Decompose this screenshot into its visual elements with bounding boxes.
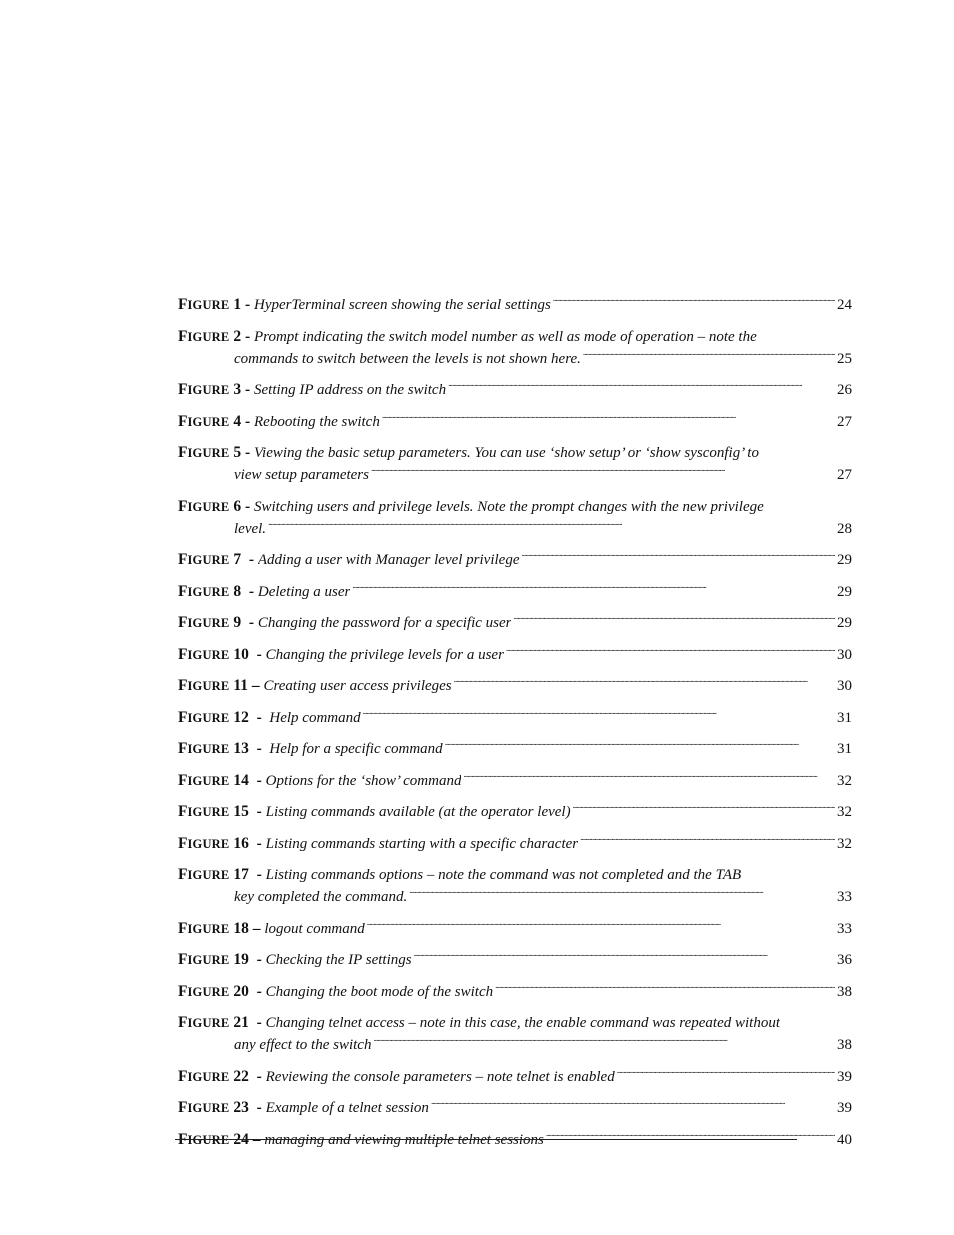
- figure-entry-line: [178, 294, 852, 316]
- figure-number: 16: [233, 834, 249, 852]
- figure-caption: managing and viewing multiple telnet sessions: [264, 1131, 544, 1148]
- page-number: 39: [837, 1100, 852, 1116]
- page-number: 30: [837, 678, 852, 694]
- figure-entry[interactable]: [178, 981, 852, 1003]
- figure-caption: Example of a telnet session: [265, 1100, 429, 1116]
- figure-separator: -: [252, 803, 262, 820]
- figure-label-rest: IGURE: [187, 742, 230, 756]
- page-number: 40: [837, 1131, 852, 1148]
- figure-caption: Changing the password for a specific user: [257, 615, 512, 631]
- figure-number: 12: [233, 708, 249, 726]
- page-number: 25: [837, 350, 852, 367]
- figure-label-rest: IGURE: [187, 329, 230, 344]
- page-number: 24: [837, 297, 852, 313]
- figure-number: 1: [233, 296, 242, 313]
- figure-entry-line: [178, 918, 852, 940]
- figure-separator: -: [244, 551, 254, 568]
- footer-rule: [175, 1139, 797, 1140]
- figure-label-initial: F: [178, 834, 188, 852]
- figure-label-initial: F: [178, 982, 188, 1000]
- figure-label-initial: F: [178, 551, 188, 568]
- figure-label-initial: F: [178, 951, 188, 968]
- page-number: 36: [837, 952, 852, 968]
- figure-entry-line: [178, 496, 852, 518]
- figure-caption: Changing the privilege levels for a user: [265, 646, 504, 663]
- figure-entry-line: [178, 801, 852, 823]
- figure-entry-continuation: [178, 518, 852, 540]
- figure-number: 17: [233, 866, 249, 883]
- figure-separator: -: [244, 327, 251, 345]
- figure-label: [178, 294, 254, 316]
- figure-entry-line: [178, 379, 852, 401]
- figure-entry-line: [178, 949, 852, 971]
- figure-label: [178, 675, 263, 697]
- figure-label-rest: IGURE: [187, 499, 230, 514]
- figure-entry-line: [178, 675, 852, 697]
- figure-entry[interactable]: [178, 801, 852, 823]
- figure-label-initial: F: [178, 582, 188, 600]
- figure-separator: -: [244, 614, 254, 631]
- page-number: 31: [837, 741, 852, 757]
- figure-separator: -: [252, 1099, 262, 1116]
- figure-label-initial: F: [178, 412, 188, 430]
- figure-caption: level.: [234, 520, 267, 537]
- figure-caption: Prompt indicating the switch model number as well as mode of operation – note the: [254, 328, 757, 345]
- figure-label-rest: IGURE: [187, 383, 230, 397]
- figure-number: 15: [233, 803, 249, 820]
- dot-leader: [373, 1034, 835, 1049]
- figure-number: 19: [233, 951, 249, 968]
- figure-entry-line: [178, 1097, 852, 1119]
- page-number: 28: [837, 520, 852, 537]
- figure-separator: -: [252, 982, 262, 1000]
- figure-caption: Switching users and privilege levels. Note the prompt changes with the new privilege: [254, 498, 764, 515]
- figure-label: [178, 411, 254, 433]
- figure-caption: HyperTerminal screen showing the serial settings: [254, 297, 551, 313]
- figure-number: 4: [233, 412, 242, 430]
- figure-number: 8: [233, 582, 242, 600]
- figure-label-rest: IGURE: [187, 616, 230, 630]
- figure-entry-line: [178, 549, 852, 571]
- figure-entry[interactable]: [178, 1066, 852, 1088]
- figure-entry-line: [178, 411, 852, 433]
- figure-entry[interactable]: [178, 1012, 852, 1056]
- figure-caption: Adding a user with Manager level privilege: [257, 552, 520, 568]
- figure-label: [178, 707, 266, 729]
- page-number: 29: [837, 552, 852, 568]
- figure-number: 22: [233, 1067, 249, 1085]
- figure-separator: -: [252, 740, 262, 757]
- dot-leader: [445, 738, 835, 753]
- figure-label: [178, 1066, 266, 1088]
- figure-label: [178, 1097, 266, 1119]
- figure-label-rest: IGURE: [187, 679, 230, 693]
- page-number: 32: [837, 804, 852, 820]
- figure-label-rest: IGURE: [187, 647, 230, 662]
- figure-separator: -: [252, 645, 262, 663]
- figure-entry-continuation: [178, 1034, 852, 1056]
- dot-leader: [414, 949, 835, 964]
- figure-label: [178, 738, 266, 760]
- figure-number: 14: [233, 771, 249, 789]
- page-number: 39: [837, 1068, 852, 1085]
- figure-number: 11: [233, 677, 248, 694]
- page-number: 32: [837, 772, 852, 789]
- figure-number: 18: [233, 919, 249, 937]
- figure-number: 5: [233, 444, 242, 461]
- figure-label: [178, 644, 266, 666]
- figure-label-initial: F: [178, 497, 188, 515]
- figure-caption: Setting IP address on the switch: [254, 382, 447, 398]
- figure-entry-line: [178, 1066, 852, 1088]
- figure-caption: Deleting a user: [257, 583, 351, 600]
- dot-leader: [352, 581, 835, 596]
- figure-separator: -: [252, 951, 262, 968]
- figure-label-initial: F: [178, 677, 188, 694]
- figure-caption: Checking the IP settings: [265, 952, 412, 968]
- dot-leader: [522, 549, 836, 564]
- figure-entry[interactable]: [178, 707, 852, 729]
- figure-label-rest: IGURE: [187, 836, 230, 851]
- figure-number: 2: [233, 327, 242, 345]
- figure-label-initial: F: [178, 866, 188, 883]
- figure-caption: Listing commands available (at the operator level): [265, 804, 571, 820]
- dot-leader: [371, 464, 835, 479]
- figure-entry[interactable]: [178, 612, 852, 634]
- figure-number: 23: [233, 1099, 249, 1116]
- figure-entry[interactable]: [178, 379, 852, 401]
- figure-entry-line: [178, 581, 852, 603]
- figure-caption: Help for a specific command: [265, 741, 443, 757]
- figure-entry[interactable]: [178, 864, 852, 908]
- figure-label: [178, 326, 254, 348]
- dot-leader: [454, 675, 835, 690]
- figure-entry[interactable]: [178, 549, 852, 571]
- figure-caption: Viewing the basic setup parameters. You can use ‘show setup’ or ‘show sysconfig’ to: [254, 445, 759, 461]
- figure-label-rest: IGURE: [187, 1101, 230, 1115]
- figure-label-initial: F: [178, 1099, 188, 1116]
- figure-separator: -: [244, 582, 254, 600]
- figure-entry[interactable]: [178, 738, 852, 760]
- figure-separator: -: [244, 497, 251, 515]
- figure-entry-continuation: [178, 464, 852, 486]
- figure-number: 3: [233, 381, 242, 398]
- figure-label-rest: IGURE: [187, 984, 230, 999]
- figure-separator: -: [244, 444, 251, 461]
- figure-separator: -: [252, 834, 262, 852]
- figure-caption: Help command: [265, 709, 361, 726]
- dot-leader: [431, 1097, 835, 1112]
- figure-entry-line: [178, 738, 852, 760]
- figure-entry[interactable]: [178, 581, 852, 603]
- figure-entry[interactable]: [178, 918, 852, 940]
- figure-label-rest: IGURE: [187, 1132, 230, 1147]
- figure-caption: view setup parameters: [234, 467, 369, 483]
- figure-entry-continuation: [178, 348, 852, 370]
- figure-label-initial: F: [178, 327, 188, 345]
- figure-label-rest: IGURE: [187, 553, 230, 567]
- figure-label: [178, 833, 266, 855]
- page-number: 29: [837, 615, 852, 631]
- figure-number: 13: [233, 740, 249, 757]
- figure-entry[interactable]: [178, 411, 852, 433]
- figure-caption: Options for the ‘show’ command: [265, 772, 462, 789]
- figure-label-initial: F: [178, 645, 188, 663]
- figure-label-rest: IGURE: [187, 414, 230, 429]
- dot-leader: [513, 612, 835, 627]
- page-number: 29: [837, 583, 852, 600]
- figure-label: [178, 801, 266, 823]
- figure-entry-line: [178, 707, 852, 729]
- figure-label-rest: IGURE: [187, 1069, 230, 1084]
- figure-label-rest: IGURE: [187, 953, 230, 967]
- figure-separator: -: [252, 1067, 262, 1085]
- figure-label-initial: F: [178, 803, 188, 820]
- figure-label: [178, 770, 266, 792]
- figure-number: 21: [233, 1014, 249, 1031]
- figure-entry[interactable]: [178, 770, 852, 792]
- figure-label: [178, 549, 258, 571]
- figure-entry[interactable]: [178, 326, 852, 370]
- figure-label: [178, 949, 266, 971]
- figure-entry-line: [178, 644, 852, 666]
- dot-leader: [448, 379, 835, 394]
- figure-entry-line: [178, 1012, 852, 1034]
- figure-label-initial: F: [178, 919, 188, 937]
- dot-leader: [583, 348, 835, 363]
- dot-leader: [463, 770, 835, 785]
- figure-separator: -: [244, 381, 251, 398]
- figure-label-rest: IGURE: [187, 1016, 230, 1030]
- figure-entry[interactable]: [178, 675, 852, 697]
- figure-label: [178, 981, 266, 1003]
- figure-label-initial: F: [178, 1067, 188, 1085]
- figure-label: [178, 918, 264, 940]
- figure-entry[interactable]: [178, 644, 852, 666]
- figure-caption: commands to switch between the levels is not shown here.: [234, 350, 581, 367]
- figure-entry-line: [178, 326, 852, 348]
- figure-label-rest: IGURE: [187, 710, 230, 725]
- figure-label-initial: F: [178, 1014, 188, 1031]
- figure-label-rest: IGURE: [187, 805, 230, 819]
- figure-entry-line: [178, 981, 852, 1003]
- figure-label-initial: F: [178, 444, 188, 461]
- page-number: 32: [837, 835, 852, 852]
- figure-label-initial: F: [178, 1130, 188, 1148]
- page-number: 27: [837, 413, 852, 430]
- figure-entry[interactable]: [178, 1097, 852, 1119]
- figure-separator: -: [244, 412, 251, 430]
- figure-label: [178, 581, 258, 603]
- figure-entry-line: [178, 612, 852, 634]
- figure-entry-line: [178, 864, 852, 886]
- figure-entry[interactable]: [178, 949, 852, 971]
- figure-separator: -: [252, 771, 262, 789]
- figure-caption: Rebooting the switch: [254, 413, 380, 430]
- figure-caption: Creating user access privileges: [263, 678, 452, 694]
- figure-separator: -: [244, 296, 251, 313]
- figure-label-rest: IGURE: [187, 446, 230, 460]
- figure-number: 9: [233, 614, 242, 631]
- figure-label: [178, 496, 254, 518]
- figure-entry[interactable]: [178, 496, 852, 540]
- dot-leader: [617, 1066, 835, 1081]
- dot-leader: [367, 918, 835, 933]
- dot-leader: [409, 886, 835, 901]
- figure-label: [178, 612, 258, 634]
- dot-leader: [546, 1129, 835, 1144]
- dot-leader: [573, 801, 835, 816]
- page-number: 30: [837, 646, 852, 663]
- table-of-figures: [178, 294, 852, 1160]
- figure-label-rest: IGURE: [187, 921, 230, 936]
- figure-label-initial: F: [178, 708, 188, 726]
- figure-label-rest: IGURE: [187, 773, 230, 788]
- dot-leader: [506, 644, 835, 659]
- figure-label-initial: F: [178, 740, 188, 757]
- figure-entry[interactable]: [178, 294, 852, 316]
- page-number: 33: [837, 920, 852, 937]
- figure-number: 10: [233, 645, 249, 663]
- figure-entry[interactable]: [178, 442, 852, 486]
- figure-entry[interactable]: [178, 833, 852, 855]
- figure-label: [178, 1012, 266, 1034]
- dot-leader: [580, 833, 835, 848]
- figure-label: [178, 379, 254, 401]
- dot-leader: [553, 294, 835, 309]
- figure-caption: logout command: [264, 920, 365, 937]
- page-number: 38: [837, 983, 852, 1000]
- page-number: 31: [837, 709, 852, 726]
- figure-caption: any effect to the switch: [234, 1037, 372, 1053]
- page-number: 27: [837, 467, 852, 483]
- figure-label-rest: IGURE: [187, 868, 230, 882]
- page-number: 38: [837, 1037, 852, 1053]
- figure-label-initial: F: [178, 381, 188, 398]
- figure-separator: –: [251, 677, 260, 694]
- figure-entry-line: [178, 833, 852, 855]
- page-number: 26: [837, 382, 852, 398]
- figure-caption: Reviewing the console parameters – note telnet is enabled: [265, 1068, 615, 1085]
- figure-label-initial: F: [178, 614, 188, 631]
- dot-leader: [268, 518, 835, 533]
- figure-label-rest: IGURE: [187, 584, 230, 599]
- figure-caption: Listing commands starting with a specific character: [265, 835, 579, 852]
- dot-leader: [382, 411, 835, 426]
- figure-entry-line: [178, 770, 852, 792]
- figure-number: 6: [233, 497, 242, 515]
- figure-caption: key completed the command.: [234, 889, 408, 905]
- figure-separator: –: [252, 1130, 261, 1148]
- page-number: 33: [837, 889, 852, 905]
- figure-caption: Changing telnet access – note in this case, the enable command was repeated without: [265, 1015, 780, 1031]
- dot-leader: [363, 707, 835, 722]
- dot-leader: [495, 981, 835, 996]
- figure-separator: -: [252, 1014, 262, 1031]
- figure-label-rest: IGURE: [187, 298, 230, 312]
- figure-label: [178, 864, 266, 886]
- figure-separator: -: [252, 866, 262, 883]
- figure-entry-continuation: [178, 886, 852, 908]
- figure-label: [178, 442, 254, 464]
- figure-separator: -: [252, 708, 262, 726]
- figure-label-initial: F: [178, 771, 188, 789]
- figure-label-initial: F: [178, 296, 188, 313]
- figure-separator: –: [252, 919, 261, 937]
- figure-number: 7: [233, 551, 242, 568]
- figure-number: 20: [233, 982, 249, 1000]
- figure-entry-line: [178, 442, 852, 464]
- figure-caption: Changing the boot mode of the switch: [265, 983, 494, 1000]
- figure-caption: Listing commands options – note the command was not completed and the TAB: [265, 867, 742, 883]
- figure-number: 24: [233, 1130, 249, 1148]
